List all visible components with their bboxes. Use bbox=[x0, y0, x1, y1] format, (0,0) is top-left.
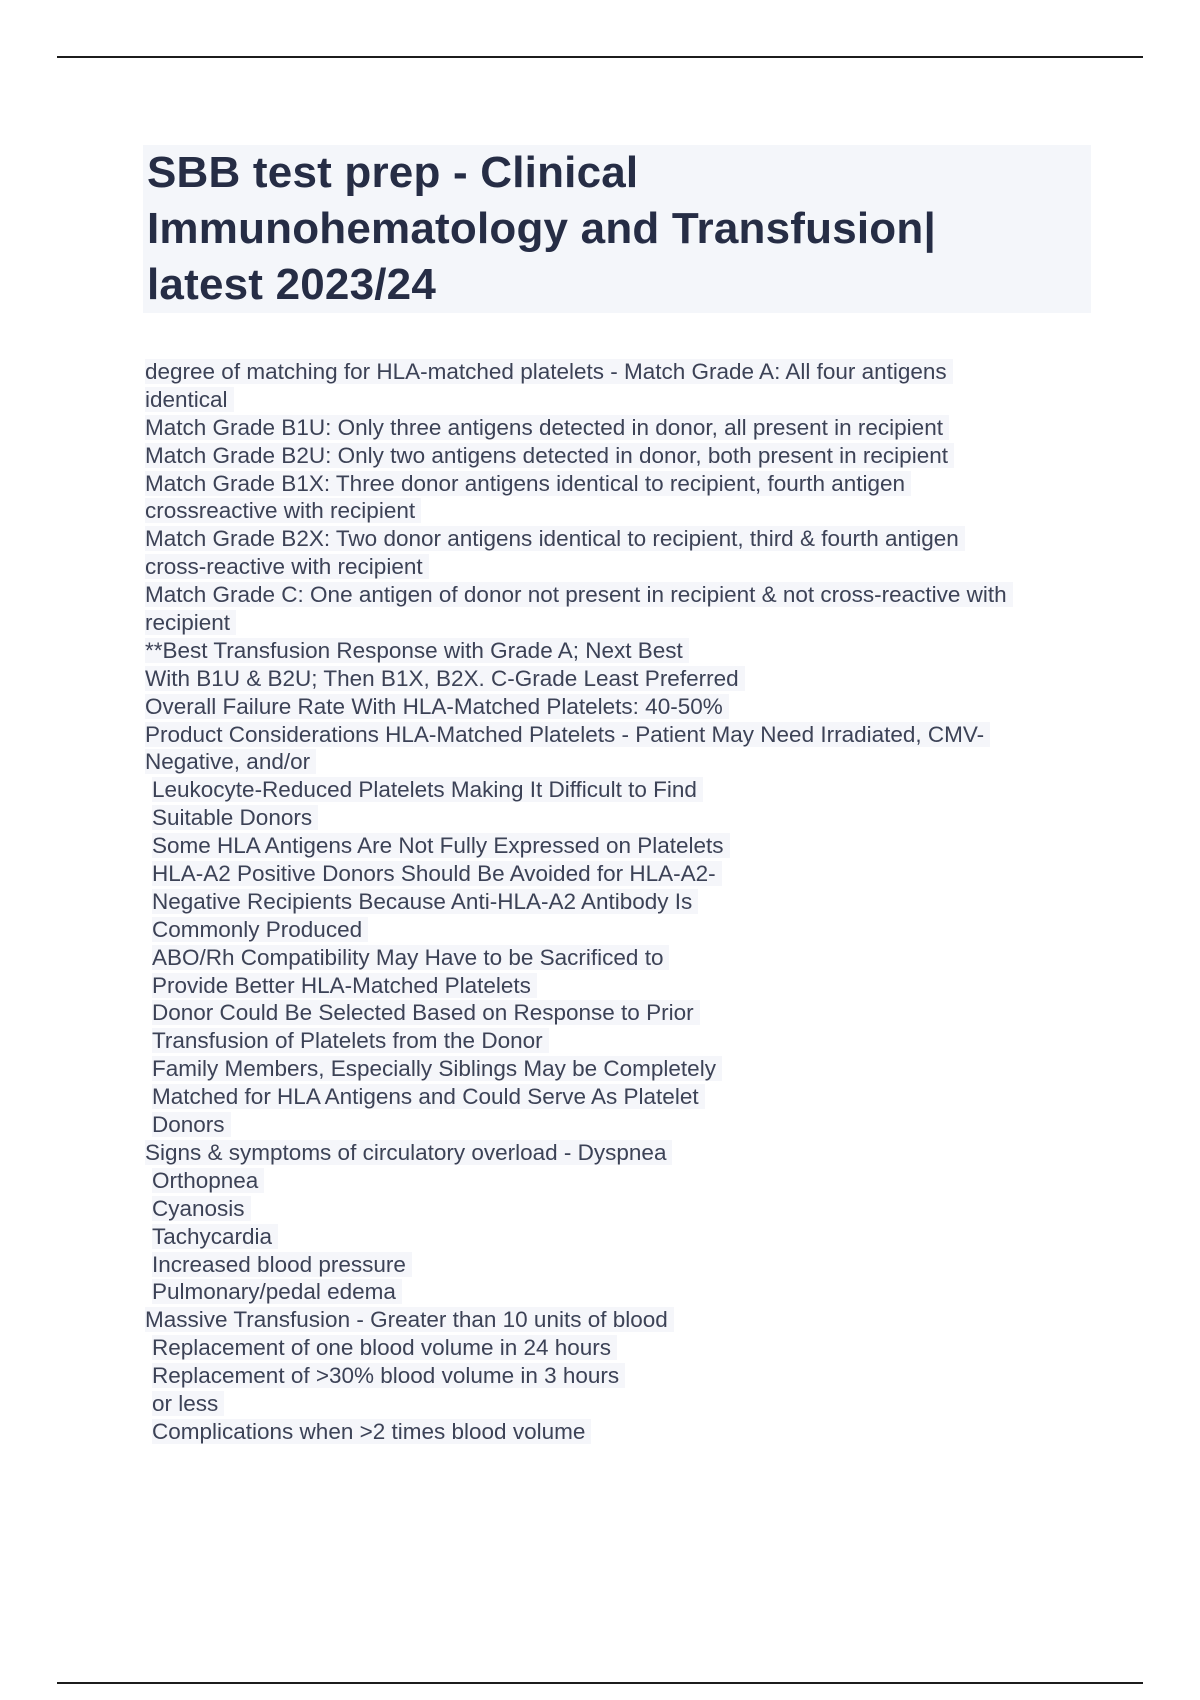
text-line-content: Provide Better HLA-Matched Platelets bbox=[152, 973, 537, 998]
text-line bbox=[145, 358, 1085, 386]
text-line bbox=[145, 748, 1085, 776]
text-line-content: Replacement of >30% blood volume in 3 hours bbox=[152, 1363, 625, 1388]
text-line bbox=[145, 721, 1085, 749]
text-line bbox=[145, 497, 1085, 525]
top-rule bbox=[57, 56, 1143, 58]
text-line-content: recipient bbox=[145, 610, 236, 635]
text-line-content: Orthopnea bbox=[152, 1168, 264, 1193]
text-line-content: Overall Failure Rate With HLA-Matched Platelets: 40-50% bbox=[145, 694, 729, 719]
title-line-2: Immunohematology and Transfusion| bbox=[147, 204, 936, 253]
text-line bbox=[145, 1334, 1085, 1362]
title-line-1: SBB test prep - Clinical bbox=[147, 148, 639, 197]
text-line bbox=[145, 999, 1085, 1027]
text-line bbox=[145, 1278, 1085, 1306]
text-line bbox=[145, 1167, 1085, 1195]
text-line bbox=[145, 888, 1085, 916]
text-line-content: Donor Could Be Selected Based on Response to Prior bbox=[152, 1000, 700, 1025]
text-line bbox=[145, 1251, 1085, 1279]
text-line bbox=[145, 1362, 1085, 1390]
text-line bbox=[145, 581, 1085, 609]
text-line bbox=[145, 1418, 1085, 1446]
text-line-content: Leukocyte-Reduced Platelets Making It Difficult to Find bbox=[152, 777, 703, 802]
text-line bbox=[145, 972, 1085, 1000]
text-line bbox=[145, 832, 1085, 860]
text-line bbox=[145, 1111, 1085, 1139]
text-line bbox=[145, 944, 1085, 972]
text-line-content: Match Grade C: One antigen of donor not present in recipient & not cross-reactive with bbox=[145, 582, 1013, 607]
text-line-content: Commonly Produced bbox=[152, 917, 368, 942]
text-line bbox=[145, 414, 1085, 442]
text-line-content: Suitable Donors bbox=[152, 805, 318, 830]
text-line bbox=[145, 1083, 1085, 1111]
text-line-content: crossreactive with recipient bbox=[145, 498, 421, 523]
text-line-content: degree of matching for HLA-matched platelets - Match Grade A: All four antigens bbox=[145, 359, 953, 384]
text-line bbox=[145, 525, 1085, 553]
text-line-content: Product Considerations HLA-Matched Platelets - Patient May Need Irradiated, CMV- bbox=[145, 722, 990, 747]
title-line-3: latest 2023/24 bbox=[147, 260, 437, 309]
text-line bbox=[145, 1139, 1085, 1167]
text-line-content: Match Grade B2X: Two donor antigens identical to recipient, third & fourth antigen bbox=[145, 526, 965, 551]
text-line-content: Some HLA Antigens Are Not Fully Expressed on Platelets bbox=[152, 833, 730, 858]
text-line-content: Match Grade B1U: Only three antigens detected in donor, all present in recipient bbox=[145, 415, 949, 440]
text-line-content: Replacement of one blood volume in 24 hours bbox=[152, 1335, 617, 1360]
text-line bbox=[145, 665, 1085, 693]
text-line bbox=[145, 470, 1085, 498]
text-line-content: Pulmonary/pedal edema bbox=[152, 1279, 402, 1304]
text-line bbox=[145, 860, 1085, 888]
text-line-content: Increased blood pressure bbox=[152, 1252, 412, 1277]
text-line-content: Match Grade B2U: Only two antigens detected in donor, both present in recipient bbox=[145, 443, 954, 468]
text-line-content: Matched for HLA Antigens and Could Serve As Platelet bbox=[152, 1084, 705, 1109]
text-line-content: Match Grade B1X: Three donor antigens identical to recipient, fourth antigen bbox=[145, 471, 911, 496]
text-line-content: Negative, and/or bbox=[145, 749, 316, 774]
text-line bbox=[145, 442, 1085, 470]
text-line-content: HLA-A2 Positive Donors Should Be Avoided for HLA-A2- bbox=[152, 861, 722, 886]
text-line-content: Transfusion of Platelets from the Donor bbox=[152, 1028, 549, 1053]
text-line bbox=[145, 609, 1085, 637]
text-line bbox=[145, 1223, 1085, 1251]
text-line bbox=[145, 1390, 1085, 1418]
text-line-content: Signs & symptoms of circulatory overload - Dyspnea bbox=[145, 1140, 672, 1165]
bottom-rule bbox=[57, 1682, 1143, 1684]
text-line-content: Tachycardia bbox=[152, 1224, 278, 1249]
text-line-content: **Best Transfusion Response with Grade A; Next Best bbox=[145, 638, 689, 663]
text-line-content: Family Members, Especially Siblings May be Completely bbox=[152, 1056, 722, 1081]
text-line-content: Negative Recipients Because Anti-HLA-A2 Antibody Is bbox=[152, 889, 698, 914]
text-line-content: cross-reactive with recipient bbox=[145, 554, 429, 579]
text-line bbox=[145, 553, 1085, 581]
text-line bbox=[145, 776, 1085, 804]
text-line bbox=[145, 386, 1085, 414]
text-line bbox=[145, 637, 1085, 665]
text-line-content: Complications when >2 times blood volume bbox=[152, 1419, 591, 1444]
text-line-content: Cyanosis bbox=[152, 1196, 251, 1221]
text-line bbox=[145, 1055, 1085, 1083]
text-line-content: With B1U & B2U; Then B1X, B2X. C-Grade Least Preferred bbox=[145, 666, 745, 691]
text-line-content: Massive Transfusion - Greater than 10 units of blood bbox=[145, 1307, 674, 1332]
text-line-content: Donors bbox=[152, 1112, 231, 1137]
document-title bbox=[143, 145, 1091, 313]
text-line-content: ABO/Rh Compatibility May Have to be Sacrificed to bbox=[152, 945, 669, 970]
text-line-content: identical bbox=[145, 387, 234, 412]
text-line-content: or less bbox=[152, 1391, 224, 1416]
text-line bbox=[145, 1195, 1085, 1223]
text-line bbox=[145, 1306, 1085, 1334]
text-line bbox=[145, 1027, 1085, 1055]
text-line bbox=[145, 693, 1085, 721]
document-body bbox=[145, 358, 1085, 1446]
text-line bbox=[145, 916, 1085, 944]
text-line bbox=[145, 804, 1085, 832]
